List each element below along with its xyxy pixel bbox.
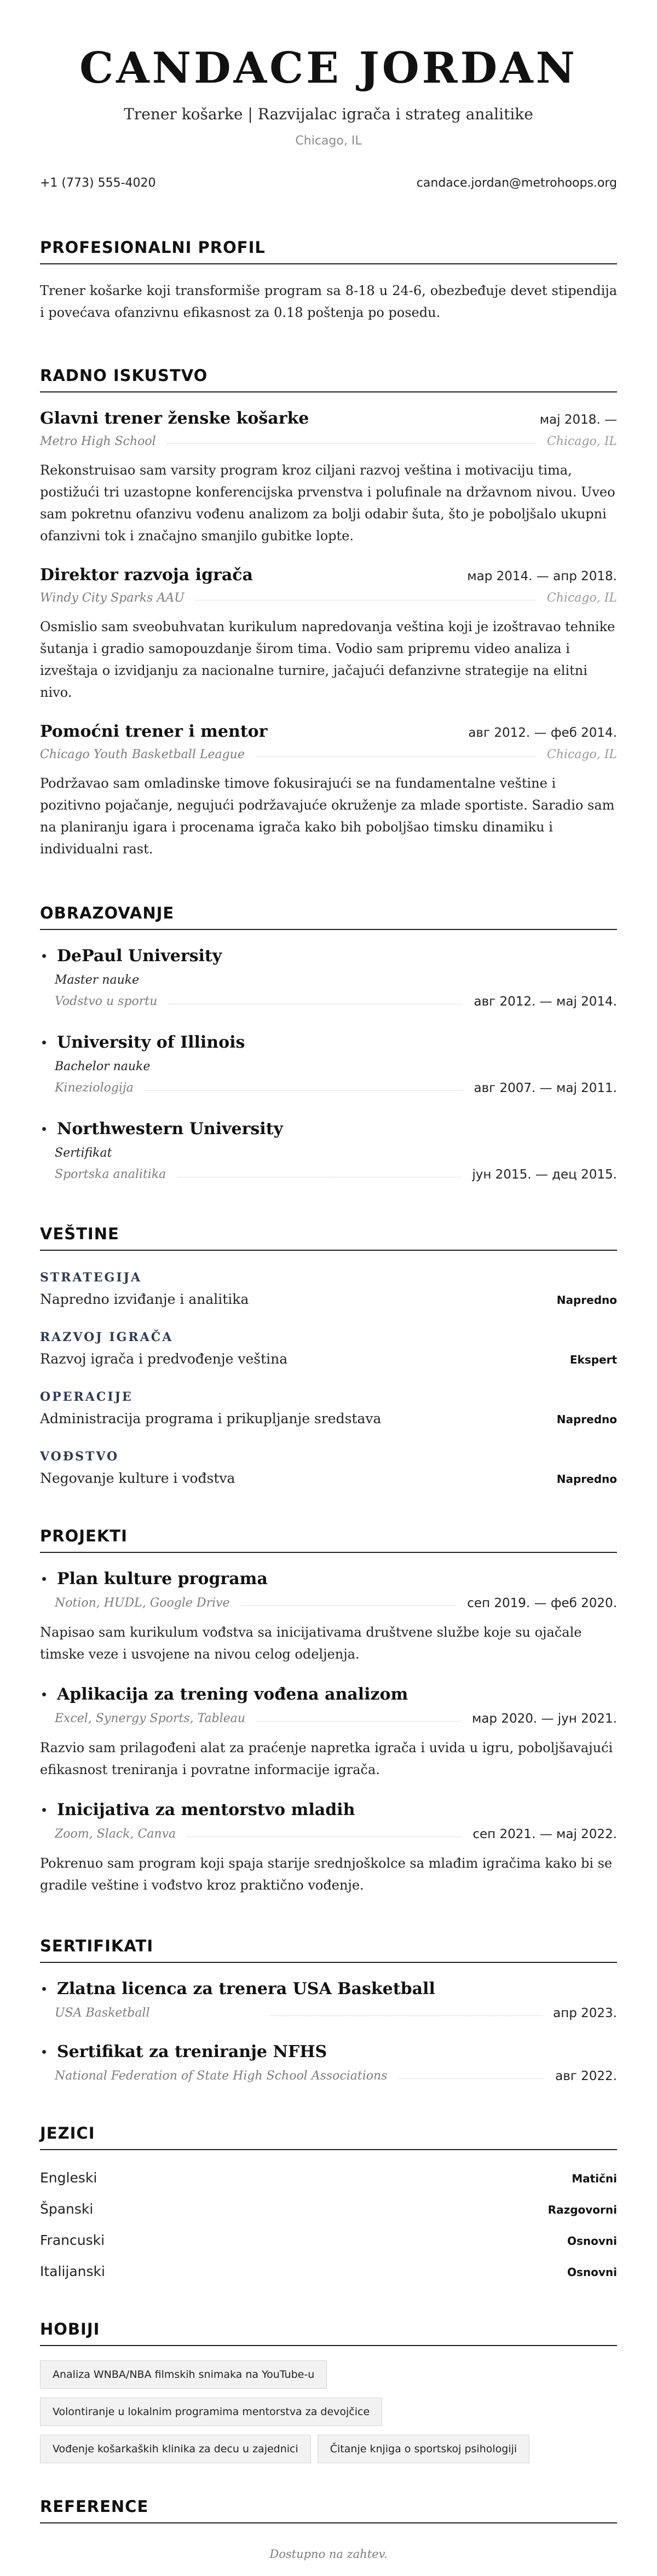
experience-item bbox=[40, 565, 617, 703]
job-description: Osmislio sam sveobuhvatan kurikulum napredovanja veština koji je izoštravao tehnike šutanja i gradio samopouzdanje širom tima. Vodio sam pripremu video analiza i izveštaja o izvidjanju za nacionalne turnire, jačajući defanzivne strategije na elitni nivo. bbox=[40, 619, 615, 700]
section-title-education: OBRAZOVANJE bbox=[40, 904, 617, 930]
dotted-leader bbox=[168, 1003, 463, 1004]
field-of-study: Sportska analitika bbox=[55, 1168, 166, 1182]
language-level: Osnovni bbox=[567, 2265, 617, 2279]
experience-section bbox=[40, 366, 617, 860]
skill-name: Administracija programa i prikupljanje sredstava bbox=[40, 1410, 382, 1426]
project-tools: Excel, Synergy Sports, Tableau bbox=[55, 1712, 246, 1726]
section-title-references: REFERENCE bbox=[40, 2497, 617, 2523]
job-dates: мар 2014. — апр 2018. bbox=[467, 569, 617, 584]
skill-name: Razvoj igrača i predvođenje veština bbox=[40, 1350, 288, 1367]
job-description: Rekonstruisao sam varsity program kroz ciljani razvoj veština i motivaciju tima, postižući tri uzastopne konferencijska prvenstva i polufinale na državnom nivou. Uveo sam pokretnu ofanzivu vođenu analizom za bolji odabir šuta, što je poboljšalo ukupni ofanzivni tok i značajno smanjilo gubitke lopte. bbox=[40, 462, 615, 544]
employer: Chicago Youth Basketball League bbox=[40, 747, 245, 761]
tagline: Trener košarke | Razvijalac igrača i strateg analitike bbox=[124, 105, 533, 123]
project-tools: Notion, HUDL, Google Drive bbox=[55, 1596, 230, 1610]
project-item bbox=[40, 1685, 617, 1781]
education-dates: авг 2012. — мај 2014. bbox=[474, 994, 617, 1009]
hobby-chips bbox=[40, 2360, 617, 2463]
skill-level: Napredno bbox=[556, 1293, 617, 1307]
location: Chicago, IL bbox=[295, 134, 362, 148]
candidate-name: CANDACE JORDAN bbox=[79, 43, 578, 93]
dotted-leader bbox=[177, 1176, 461, 1177]
languages-section bbox=[40, 2124, 617, 2279]
certificate-name: Zlatna licenca za trenera USA Basketball bbox=[57, 1979, 435, 1999]
school-name: Northwestern University bbox=[57, 1119, 283, 1139]
dotted-leader bbox=[195, 599, 536, 600]
dotted-leader bbox=[270, 2015, 543, 2016]
bullet-icon bbox=[42, 1987, 46, 1991]
dotted-leader bbox=[256, 756, 536, 757]
language-row bbox=[40, 2170, 617, 2186]
job-location: Chicago, IL bbox=[546, 434, 617, 448]
references-section bbox=[40, 2497, 617, 2561]
hobby-chip: Volontiranje u lokalnim programima mentorstva za devojčice bbox=[40, 2398, 382, 2426]
project-name: Plan kulture programa bbox=[57, 1569, 268, 1589]
references-text: Dostupno na zahtev. bbox=[269, 2547, 388, 2561]
job-location: Chicago, IL bbox=[546, 747, 617, 761]
skill-group bbox=[40, 1330, 617, 1367]
project-description: Pokrenuo sam program koji spaja starije srednjoškolce sa mlađim igračima kako bi se gradile veštine i vođstvo kroz praktično vođenje. bbox=[40, 1855, 613, 1893]
degree: Master nauke bbox=[55, 973, 140, 987]
dotted-leader bbox=[145, 1090, 463, 1091]
skill-group bbox=[40, 1449, 617, 1486]
school-name: DePaul University bbox=[57, 946, 222, 966]
project-description: Razvio sam prilagođeni alat za praćenje napretka igrača i uvida u igru, poboljšavajući efikasnost treniranja i povratne informacije igrača. bbox=[40, 1740, 613, 1777]
contact-row bbox=[40, 176, 617, 190]
employer: Windy City Sparks AAU bbox=[40, 591, 185, 605]
bullet-icon bbox=[42, 2050, 46, 2054]
skill-level: Ekspert bbox=[569, 1353, 617, 1366]
skills-section bbox=[40, 1225, 617, 1486]
certificate-date: авг 2022. bbox=[555, 2069, 617, 2083]
project-tools: Zoom, Slack, Canva bbox=[55, 1827, 176, 1841]
project-item bbox=[40, 1800, 617, 1896]
skill-category: VOĐSTVO bbox=[40, 1449, 119, 1464]
language-level: Razgovorni bbox=[548, 2203, 617, 2216]
language-name: Italijanski bbox=[40, 2263, 105, 2279]
experience-item bbox=[40, 409, 617, 547]
project-name: Inicijativa za mentorstvo mladih bbox=[57, 1800, 355, 1820]
project-description: Napisao sam kurikulum vođstva sa inicijativama društvene službe koje su ojačale timske veze i usvojene na nivou celog odeljenja. bbox=[40, 1624, 582, 1662]
section-title-languages: JEZICI bbox=[40, 2124, 617, 2150]
experience-item bbox=[40, 722, 617, 860]
language-name: Španski bbox=[40, 2200, 94, 2217]
education-dates: авг 2007. — мај 2011. bbox=[474, 1081, 617, 1095]
education-dates: јун 2015. — дец 2015. bbox=[472, 1167, 617, 1182]
bullet-icon bbox=[42, 1041, 46, 1044]
degree: Bachelor nauke bbox=[55, 1059, 151, 1073]
bullet-icon bbox=[42, 1693, 46, 1696]
skill-category: STRATEGIJA bbox=[40, 1270, 142, 1285]
language-name: Engleski bbox=[40, 2169, 97, 2186]
phone: +1 (773) 555-4020 bbox=[40, 176, 156, 190]
certificate-issuer: National Federation of State High School Associations bbox=[55, 2069, 388, 2083]
hobby-chip: Analiza WNBA/NBA filmskih snimaka na YouTube-u bbox=[40, 2360, 327, 2389]
bullet-icon bbox=[42, 1577, 46, 1581]
language-row bbox=[40, 2232, 617, 2248]
education-item bbox=[40, 1033, 617, 1095]
skill-level: Napredno bbox=[556, 1472, 617, 1486]
skill-name: Negovanje kulture i vođstva bbox=[40, 1470, 235, 1486]
section-title-hobbies: HOBIJI bbox=[40, 2320, 617, 2346]
job-dates: авг 2012. — феб 2014. bbox=[468, 725, 617, 740]
employer: Metro High School bbox=[40, 434, 156, 448]
certificate-date: апр 2023. bbox=[553, 2006, 617, 2020]
skill-category: RAZVOJ IGRAČA bbox=[40, 1330, 174, 1344]
hobby-chip: Vođenje košarkaških klinika za decu u zajednici bbox=[40, 2435, 311, 2463]
bullet-icon bbox=[42, 1127, 46, 1131]
skill-category: OPERACIJE bbox=[40, 1389, 133, 1404]
section-title-projects: PROJEKTI bbox=[40, 1527, 617, 1553]
education-section bbox=[40, 904, 617, 1182]
profile-section bbox=[40, 238, 617, 324]
section-title-profile: PROFESIONALNI PROFIL bbox=[40, 238, 617, 264]
job-title: Direktor razvoja igrača bbox=[40, 565, 253, 585]
project-dates: сеп 2021. — мај 2022. bbox=[472, 1827, 617, 1841]
skill-name: Napredno izviđanje i analitika bbox=[40, 1291, 249, 1307]
section-title-experience: RADNO ISKUSTVO bbox=[40, 366, 617, 392]
section-title-certificates: SERTIFIKATI bbox=[40, 1937, 617, 1963]
language-row bbox=[40, 2263, 617, 2279]
dotted-leader bbox=[256, 1720, 461, 1722]
section-title-skills: VEŠTINE bbox=[40, 1225, 617, 1251]
language-level: Osnovni bbox=[567, 2234, 617, 2248]
project-dates: сеп 2019. — феб 2020. bbox=[467, 1596, 617, 1610]
language-level: Matični bbox=[572, 2171, 617, 2185]
hobby-chip: Čitanje knjiga o sportskoj psihologiji bbox=[318, 2435, 529, 2463]
language-name: Francuski bbox=[40, 2232, 105, 2248]
language-row bbox=[40, 2201, 617, 2217]
dotted-leader bbox=[398, 2078, 544, 2079]
field-of-study: Kineziologija bbox=[55, 1081, 134, 1095]
dotted-leader bbox=[241, 1605, 457, 1606]
certificate-item bbox=[40, 2042, 617, 2083]
dotted-leader bbox=[167, 443, 536, 444]
school-name: University of Illinois bbox=[57, 1032, 245, 1052]
dotted-leader bbox=[187, 1836, 462, 1837]
job-title: Pomoćni trener i mentor bbox=[40, 721, 268, 741]
certificate-item bbox=[40, 1979, 617, 2020]
education-item bbox=[40, 946, 617, 1009]
degree: Sertifikat bbox=[55, 1146, 112, 1160]
project-item bbox=[40, 1569, 617, 1665]
profile-text: Trener košarke koji transformiše program sa 8-18 u 24-6, obezbeđuje devet stipendija i povećava ofanzivnu efikasnost za 0.18 poštenja po posedu. bbox=[40, 282, 617, 320]
projects-section bbox=[40, 1527, 617, 1896]
bullet-icon bbox=[42, 1808, 46, 1812]
certificates-section bbox=[40, 1937, 617, 2083]
project-dates: мар 2020. — јун 2021. bbox=[471, 1711, 617, 1726]
skill-group bbox=[40, 1270, 617, 1307]
email-link[interactable]: candace.jordan@metrohoops.org bbox=[416, 176, 617, 190]
job-title: Glavni trener ženske košarke bbox=[40, 408, 309, 428]
job-dates: мај 2018. — bbox=[539, 412, 617, 427]
certificate-name: Sertifikat za treniranje NFHS bbox=[57, 2042, 327, 2061]
education-item bbox=[40, 1119, 617, 1182]
job-description: Podržavao sam omladinske timove fokusirajući se na fundamentalne veštine i pozitivno pojačanje, negujući podržavajuće okruženje za mlade sportiste. Saradio sam na planiranju igara i procenama igrača kako bih poboljšao timsku dinamiku i individualni rast. bbox=[40, 775, 615, 857]
field-of-study: Vodstvo u sportu bbox=[55, 995, 158, 1009]
skill-level: Napredno bbox=[556, 1412, 617, 1426]
project-name: Aplikacija za trening vođena analizom bbox=[57, 1684, 408, 1704]
certificate-issuer: USA Basketball bbox=[55, 2006, 150, 2020]
skill-group bbox=[40, 1390, 617, 1426]
job-location: Chicago, IL bbox=[546, 591, 617, 605]
bullet-icon bbox=[42, 954, 46, 958]
hobbies-section bbox=[40, 2320, 617, 2463]
